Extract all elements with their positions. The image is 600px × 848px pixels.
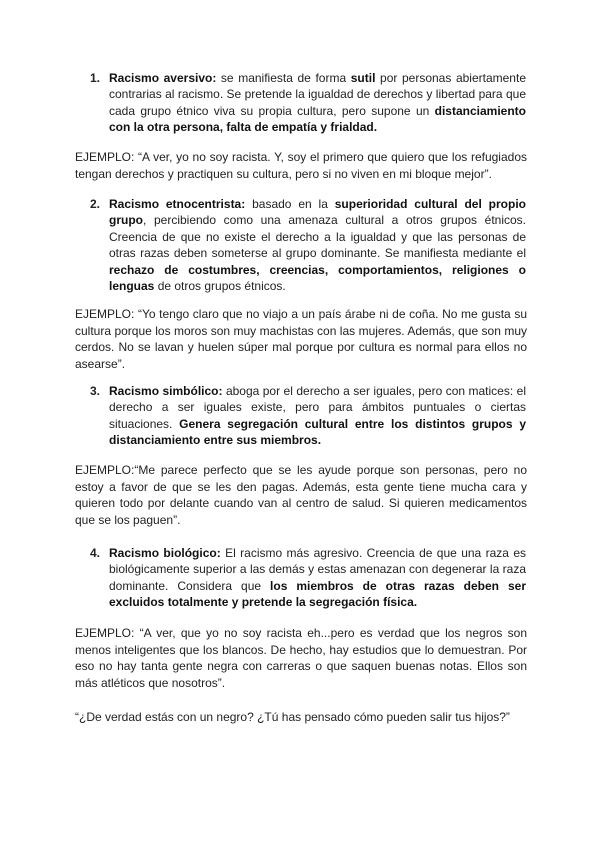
bold-text-run: los miembros de otras razas deben ser excluidos totalmente y pretende la segregación física. [109,578,526,610]
list-number: 4. [90,546,101,560]
bold-text-run: superioridad cultural del propio grupo [109,197,526,228]
bold-text-run: Racismo aversivo: [109,71,217,85]
text-run: , percibiendo como una amenaza cultural a otros grupos étnicos. Creencia de que no existe el derecho a la igualdad y que las personas de otras razas deben someterse al grupo dominante. Se manifiesta mediante el [109,213,526,261]
list-number: 2. [90,197,101,211]
example-paragraph: EJEMPLO:“Me parece perfecto que se les ayude porque son personas, pero no estoy a favor de que se les den pagas. Además, esta gente tiene mucha cara y quieren todo por delante cuando van al centro de salud. Si quieren medicamentos que se los paguen”. [75,463,527,527]
list-number: 3. [90,384,101,398]
bold-text-run: Racismo simbólico: [109,384,223,398]
example-paragraph: EJEMPLO: “A ver, yo no soy racista. Y, soy el primero que quiero que los refugiados tengan derechos y practiquen su cultura, pero si no viven en mi bloque mejor”. [75,150,527,181]
list-item-text [109,383,526,449]
text-run: aboga por el derecho a ser iguales, pero con matices: el derecho a ser iguales existe, pero para ámbitos puntuales o ciertas situaciones. [109,384,526,431]
list-item-racismo-biologico [90,545,526,611]
list-item-racismo-simbolico [90,383,526,449]
list-item-racismo-etnocentrista [90,196,526,294]
example-paragraph: EJEMPLO: “Yo tengo claro que no viajo a un país árabe ni de coña. No me gusta su cultura porque los moros son muy machistas con las mujeres. Además, que son muy cerdos. No se lavan y huelen súper mal porque por cultura es normal para ellos no asearse”. [75,307,527,371]
text-run: se manifiesta de forma [216,71,351,85]
list-item-text [109,196,526,294]
list-item-text [109,70,526,136]
list-item-text [109,545,526,611]
bold-text-run: distanciamiento con la otra persona, falta de empatía y frialdad. [109,103,526,135]
final-quote: “¿De verdad estás con un negro? ¿Tú has pensado cómo pueden salir tus hijos?” [75,710,510,724]
bold-text-run: rechazo de costumbres, creencias, comportamientos, religiones o lenguas [109,262,526,294]
example-paragraph: EJEMPLO: “A ver, que yo no soy racista eh...pero es verdad que los negros son menos inteligentes que los blancos. De hecho, hay estudios que lo demuestran. Por eso no hay tanta gente negra con carreras o que saquen buenas notas. Ellos son más atléticos que nosotros”. [75,626,527,690]
text-run: El racismo más agresivo. Creencia de que una raza es biológicamente superior a las demás y estas amenazan con degenerar la raza dominante. Considera que [109,546,526,593]
bold-text-run: Genera segregación cultural entre los distintos grupos y distanciamiento entre sus miembros. [109,416,527,448]
bold-text-run: sutil [350,71,376,85]
text-run: de otros grupos étnicos. [154,279,286,294]
bold-text-run: Racismo etnocentrista: [109,197,246,211]
text-run: por personas abiertamente contrarias al racismo. Se pretende la igualdad de derechos y libertad para que cada grupo étnico viva su propia cultura, pero supone un [109,71,526,118]
list-item-racismo-aversivo [90,70,526,136]
text-run: basado en la [245,197,335,211]
list-number: 1. [90,71,101,85]
bold-text-run: Racismo biológico: [109,546,221,560]
